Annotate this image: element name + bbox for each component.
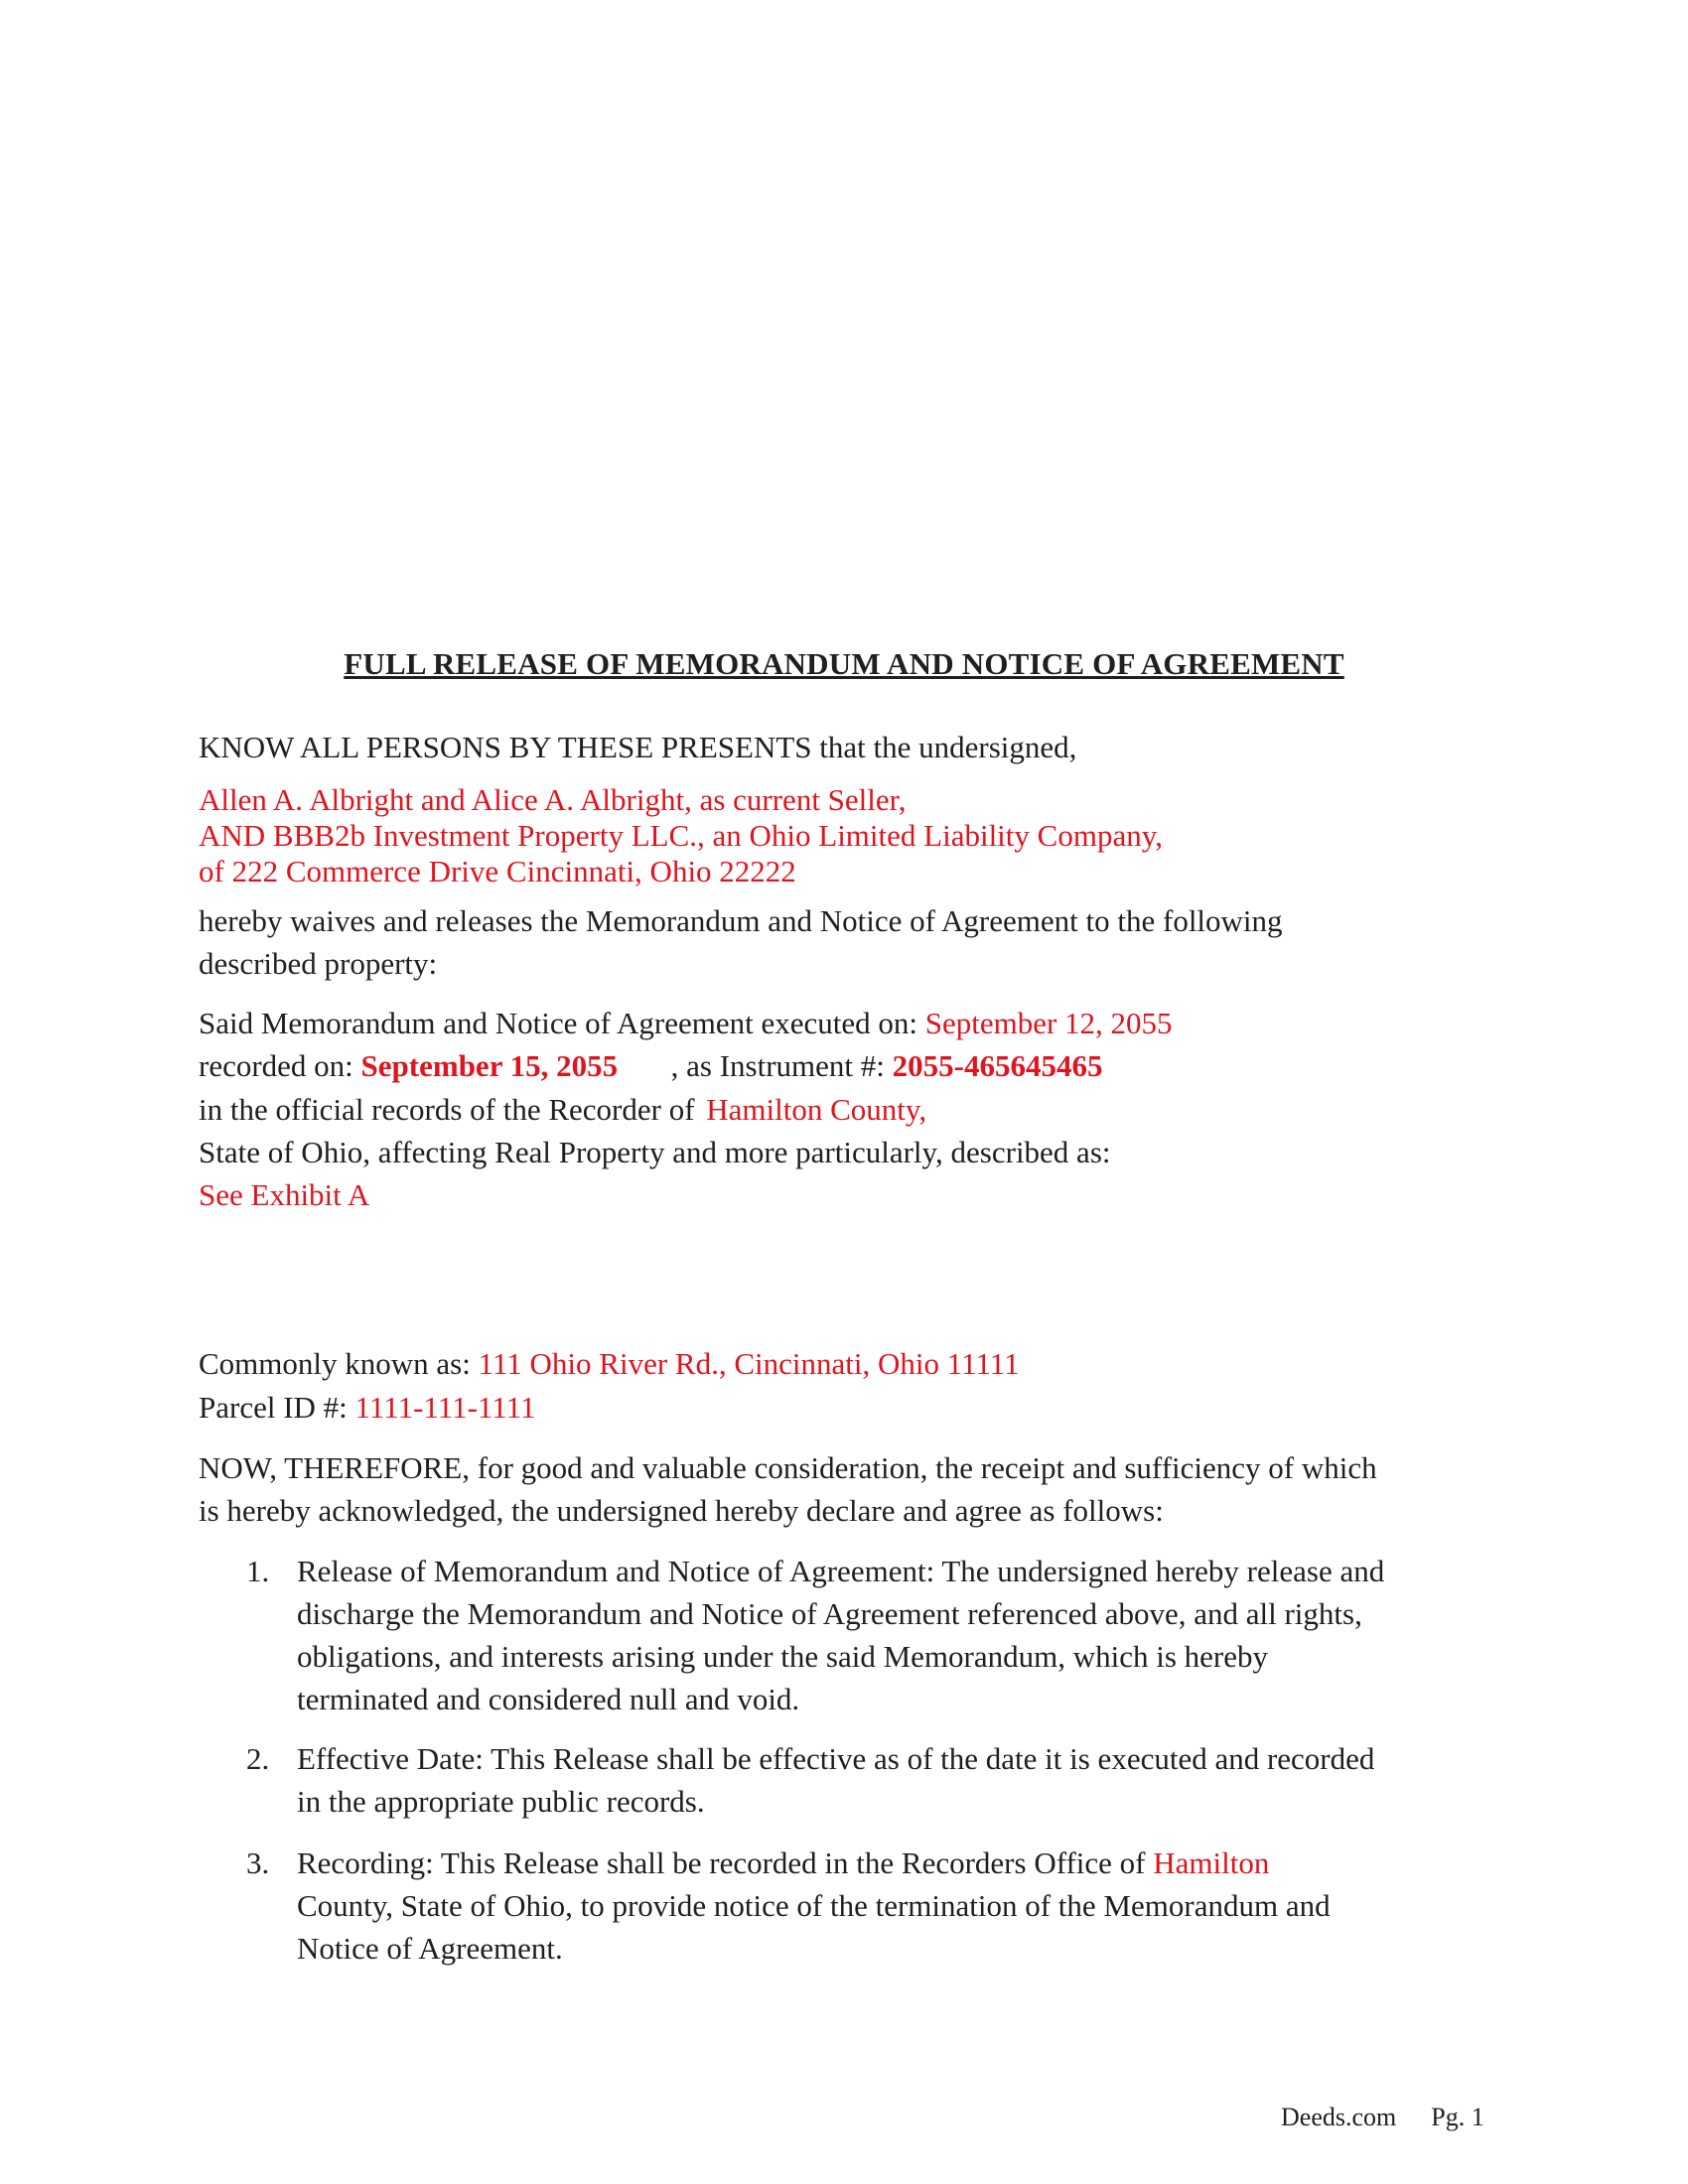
instrument-number: 2055-465645465: [892, 1048, 1103, 1083]
list-item-number: 1.: [246, 1554, 270, 1588]
recorded-line: [199, 1048, 1102, 1084]
list-item-line: [297, 1845, 1269, 1881]
now-therefore-line-2: is hereby acknowledged, the undersigned hereby declare and agree as follows:: [199, 1493, 1164, 1528]
list-item-line: Release of Memorandum and Notice of Agreement: The undersigned hereby release and: [297, 1554, 1385, 1588]
list-item-number: 2.: [246, 1741, 270, 1776]
list-item-line: obligations, and interests arising under the said Memorandum, which is hereby: [297, 1639, 1269, 1674]
footer-site: Deeds.com: [1281, 2103, 1397, 2131]
page-footer: [1281, 2103, 1484, 2132]
waiver-line-2: described property:: [199, 946, 438, 981]
intro-text: KNOW ALL PERSONS BY THESE PRESENTS that the undersigned,: [199, 730, 1077, 764]
state-line: State of Ohio, affecting Real Property and more particularly, described as:: [199, 1135, 1111, 1169]
list-item-line: Notice of Agreement.: [297, 1931, 563, 1966]
list-item-line: terminated and considered null and void.: [297, 1682, 800, 1716]
list-item-line: in the appropriate public records.: [297, 1784, 705, 1819]
parties-line-1: Allen A. Albright and Alice A. Albright, as current Seller,: [199, 782, 907, 817]
recorded-label: recorded on:: [199, 1048, 353, 1083]
list-item-line: County, State of Ohio, to provide notice of the termination of the Memorandum and: [297, 1888, 1331, 1923]
list-item-number: 3.: [246, 1845, 270, 1880]
executed-label: Said Memorandum and Notice of Agreement executed on:: [199, 1006, 917, 1040]
list-item-text: Recording: This Release shall be recorded in the Recorders Office of: [297, 1845, 1146, 1880]
instrument-label: , as Instrument #:: [670, 1048, 885, 1083]
list-item-line: Effective Date: This Release shall be effective as of the date it is executed and recorded: [297, 1741, 1375, 1776]
records-label: in the official records of the Recorder of: [199, 1092, 695, 1127]
waiver-line-1: hereby waives and releases the Memorandum and Notice of Agreement to the following: [199, 903, 1283, 938]
recording-county: Hamilton: [1153, 1845, 1270, 1880]
footer-page-number: Pg. 1: [1431, 2103, 1484, 2131]
exhibit-reference: See Exhibit A: [199, 1177, 370, 1212]
commonly-known-line: [199, 1346, 1020, 1382]
known-as-address: 111 Ohio River Rd., Cincinnati, Ohio 11111: [478, 1346, 1020, 1381]
parties-line-3: of 222 Commerce Drive Cincinnati, Ohio 22222: [199, 854, 796, 888]
parties-line-2: AND BBB2b Investment Property LLC., an Ohio Limited Liability Company,: [199, 818, 1163, 853]
document-title: FULL RELEASE OF MEMORANDUM AND NOTICE OF AGREEMENT: [344, 646, 1344, 681]
executed-date: September 12, 2055: [924, 1006, 1173, 1040]
list-item-line: discharge the Memorandum and Notice of Agreement referenced above, and all rights,: [297, 1596, 1362, 1631]
records-county: Hamilton County,: [706, 1092, 927, 1127]
parcel-id: 1111-111-1111: [354, 1390, 536, 1425]
now-therefore-line-1: NOW, THEREFORE, for good and valuable consideration, the receipt and sufficiency of which: [199, 1450, 1377, 1485]
executed-line: [199, 1006, 1173, 1041]
parcel-line: [199, 1390, 535, 1426]
recorded-date: September 15, 2055: [360, 1048, 619, 1083]
records-line: [199, 1092, 926, 1128]
known-as-label: Commonly known as:: [199, 1346, 471, 1381]
parcel-label: Parcel ID #:: [199, 1390, 348, 1425]
